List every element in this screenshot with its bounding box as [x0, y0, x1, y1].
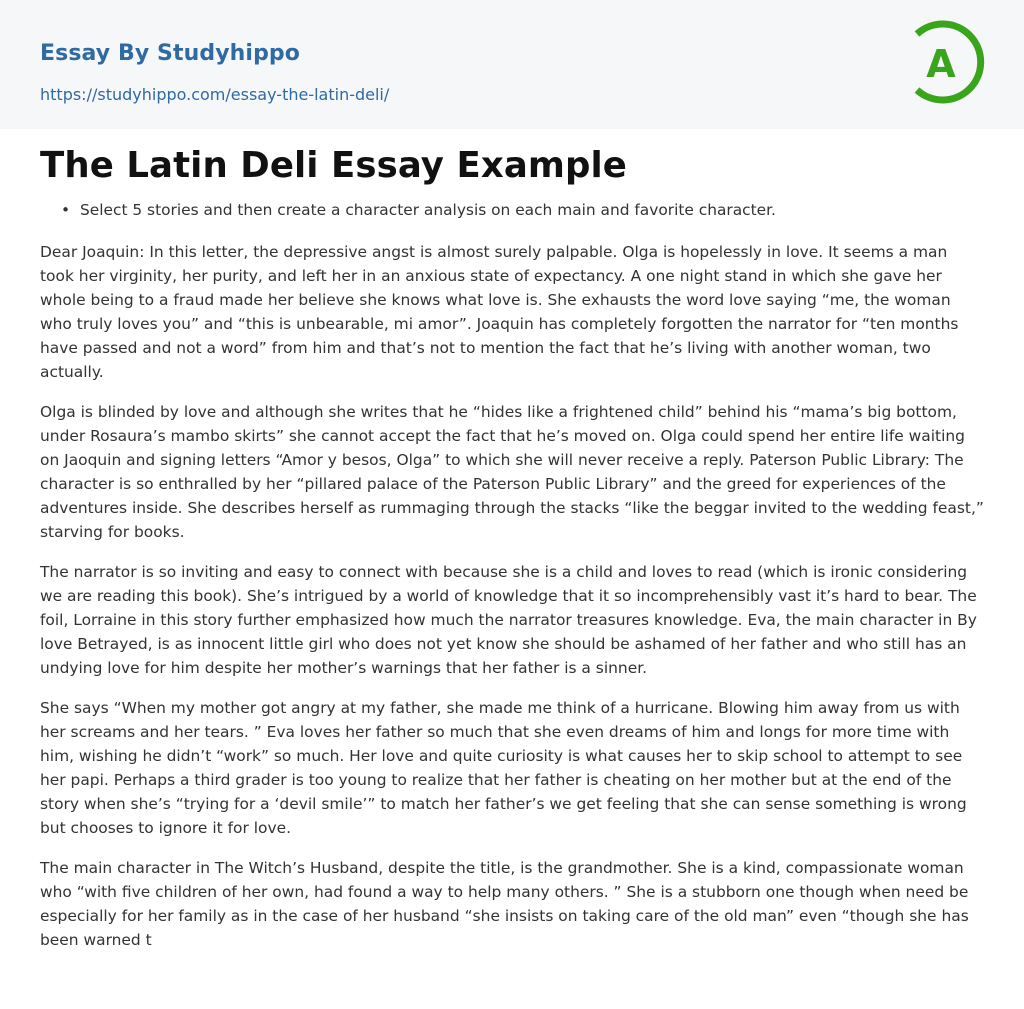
- circle-a-logo-icon[interactable]: [912, 19, 986, 105]
- list-item-text: Select 5 stories and then create a character analysis on each main and favorite character.: [80, 201, 776, 219]
- prompt-list: [40, 198, 986, 222]
- bullet-icon: •: [61, 201, 71, 219]
- article-body: [40, 198, 986, 952]
- paragraph: The narrator is so inviting and easy to connect with because she is a child and loves to read (which is ironic considering we are reading this book). She’s intrigued by a world of knowledge that it so incomprehensibly vast it’s hard to bear. The foil, Lorraine in this story further emphasized how much the narrator treasures knowledge. Eva, the main character in By love Betrayed, is as innocent little girl who does not yet know she should be ashamed of her father and who still has an undying love for him despite her mother’s warnings that her father is a sinner.: [40, 563, 977, 677]
- page-title: The Latin Deli Essay Example: [40, 145, 627, 186]
- logo-letter: A: [926, 42, 956, 86]
- paragraph: She says “When my mother got angry at my father, she made me think of a hurricane. Blowing him away from us with her screams and her tears. ” Eva loves her father so much that she even dreams of him and longs for more time with him, wishing he didn’t “work” so much. Her love and quite curiosity is what causes her to skip school to attempt to see her papi. Perhaps a third grader is too young to realize that her father is cheating on her mother but at the end of the story when she’s “trying for a ‘devil smile’” to match her father’s we get feeling that she can sense something is wrong but chooses to ignore it for love.: [40, 699, 967, 837]
- paragraph: Dear Joaquin: In this letter, the depressive angst is almost surely palpable. Olga is hopelessly in love. It seems a man took her virginity, her purity, and left her in an anxious state of expectancy. A one night stand in which she gave her whole being to a fraud made her believe she knows what love is. She exhausts the word love saying “me, the woman who truly loves you” and “this is unbearable, mi amor”. Joaquin has completely forgotten the narrator for “ten months have passed and not a word” from him and that’s not to mention the fact that he’s living with another woman, two actually.: [40, 243, 959, 381]
- site-brand-title[interactable]: Essay By Studyhippo: [40, 41, 300, 66]
- source-url-link[interactable]: https://studyhippo.com/essay-the-latin-deli/: [40, 85, 390, 104]
- paragraph: The main character in The Witch’s Husband, despite the title, is the grandmother. She is a kind, compassionate woman who “with five children of her own, had found a way to help many others. ” She is a stubborn one though when need be especially for her family as in the case of her husband “she insists on taking care of the old man” even “though she has been warned t: [40, 859, 969, 949]
- paragraph: Olga is blinded by love and although she writes that he “hides like a frightened child” behind his “mama’s big bottom, under Rosaura’s mambo skirts” she cannot accept the fact that he’s moved on. Olga could spend her entire life waiting on Jaoquin and signing letters “Amor y besos, Olga” to which she will never receive a reply. Paterson Public Library: The character is so enthralled by her “pillared palace of the Paterson Public Library” and the greed for experiences of the adventures inside. She describes herself as rummaging through the stacks “like the beggar invited to the wedding feast,” starving for books.: [40, 403, 984, 541]
- list-item: [61, 198, 986, 222]
